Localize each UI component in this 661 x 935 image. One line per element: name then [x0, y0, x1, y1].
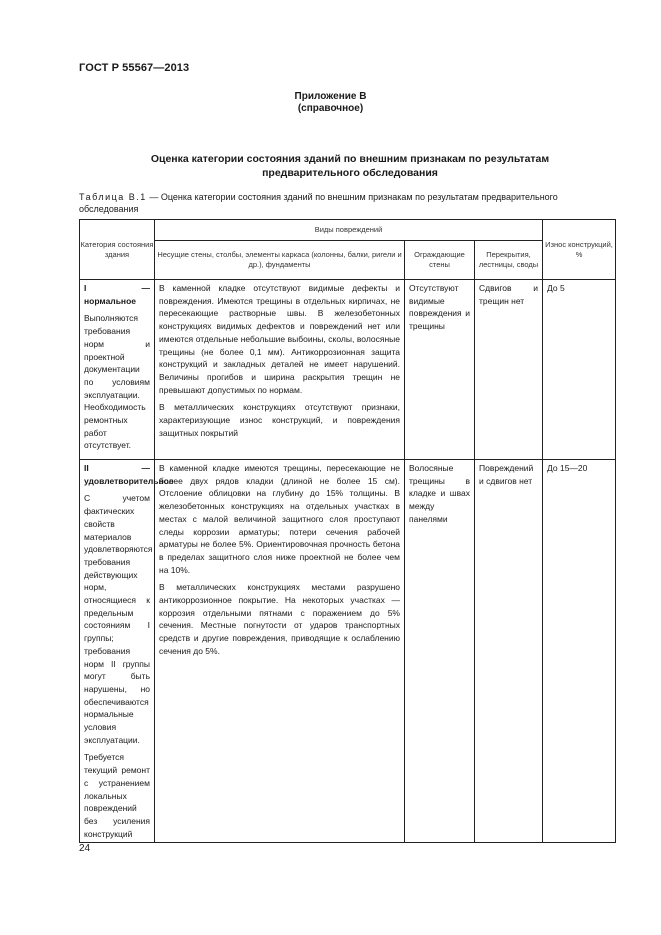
header-floors-stairs: Перекрытия, лестницы, своды [475, 241, 543, 280]
table-row [80, 460, 616, 843]
header-damage-types: Виды повреждений [155, 220, 543, 241]
category-description: С учетом фактических свойств материалов удовлетворяются требования действующих норм, относящиеся к предельным состояниям I группы; требования норм II группы могут быть нарушены, но обеспечиваются нормальные условия эксплуатации. [84, 493, 153, 745]
floors-cell: Повреждений и сдвигов нет [479, 463, 534, 486]
page-title: Оценка категории состояния зданий по внешним признакам по результатам предварительного обследования [150, 153, 550, 179]
floors-cell: Сдвигов и трещин нет [479, 283, 539, 306]
table-row [80, 280, 616, 460]
bearing-cell [155, 280, 404, 441]
category-cell [80, 460, 174, 842]
category-description: Выполняются требования норм и проектной документации по условиям эксплуатации. Необходимость ремонтных работ отсутствует. [84, 313, 150, 451]
table-caption [79, 192, 599, 215]
appendix-heading [0, 91, 661, 115]
header-enclosing-walls: Ограждающие стены [405, 241, 475, 280]
enclosing-cell: Отсутствуют видимые повреждения и трещины [409, 283, 470, 332]
category-cell [80, 280, 154, 454]
bearing-text: В каменной кладке отсутствуют видимые дефекты и повреждения. Имеются трещины в отдельных кирпичах, не пересекающие растворные швы. В железобетонных конструкциях видимых дефектов и повреждений нет или имеются отдельные небольшие выбоины, сколы, волосяные трещины (не более 0,1 мм). Антикоррозионная защита конструкций и закладных деталей не имеет нарушений. Величины прогибов и ширина раскрытия трещин не превышают допустимых по нормам. [159, 283, 400, 395]
header-category: Категория состояния здания [80, 220, 155, 280]
table-caption-lead: Таблица В.1 [79, 192, 147, 202]
bearing-text: В каменной кладке имеются трещины, пересекающие не более двух рядов кладки (длиной не более 15 см). Отслоение облицовки на глубину до 15% толщины. В железобетонных конструкциях на отдельных участках в местах с малой величиной защитного слоя проступают следы коррозии арматуры; потери сечения рабочей арматуры не более 5%. Ориентировочная прочность бетона в пределах защитного слоя ниже проектной не более чем на 10%. [159, 463, 400, 575]
wear-cell: До 15—20 [547, 463, 588, 473]
damage-assessment-table [79, 219, 616, 843]
bearing-text: В металлических конструкциях отсутствуют признаки, характеризующие износ конструкций, и повреждения защитных покрытий [159, 402, 400, 438]
bearing-text: В металлических конструкциях местами разрушено антикоррозионное покрытие. На некоторых участках — коррозия отдельными пятнами с поражением до 5% сечения. Местные погнутости от ударов транспортных средств и другие повреждения, приводящие к ослаблению сечения до 5%. [159, 582, 400, 656]
category-description: Требуется текущий ремонт с устранением локальных повреждений без усиления конструкций [84, 752, 150, 839]
page-number: 24 [79, 843, 91, 854]
header-wear: Износ конструкций, % [543, 220, 616, 280]
category-title: II — удовлетворительное [84, 463, 174, 486]
appendix-title: Приложение В [294, 91, 367, 102]
table-caption-text: — Оценка категории состояния зданий по внешним признакам по результатам предварительного обследования [79, 192, 558, 214]
bearing-cell [155, 460, 404, 660]
category-title: I — нормальное [84, 283, 150, 306]
wear-cell: До 5 [547, 283, 565, 293]
document-code: ГОСТ Р 55567—2013 [79, 62, 190, 74]
appendix-subtitle: (справочное) [297, 103, 364, 114]
enclosing-cell: Волосяные трещины в кладке и швах между панелями [409, 463, 470, 524]
header-bearing-structures: Несущие стены, столбы, элементы каркаса (колонны, балки, ригели и др.), фундаменты [155, 241, 405, 280]
